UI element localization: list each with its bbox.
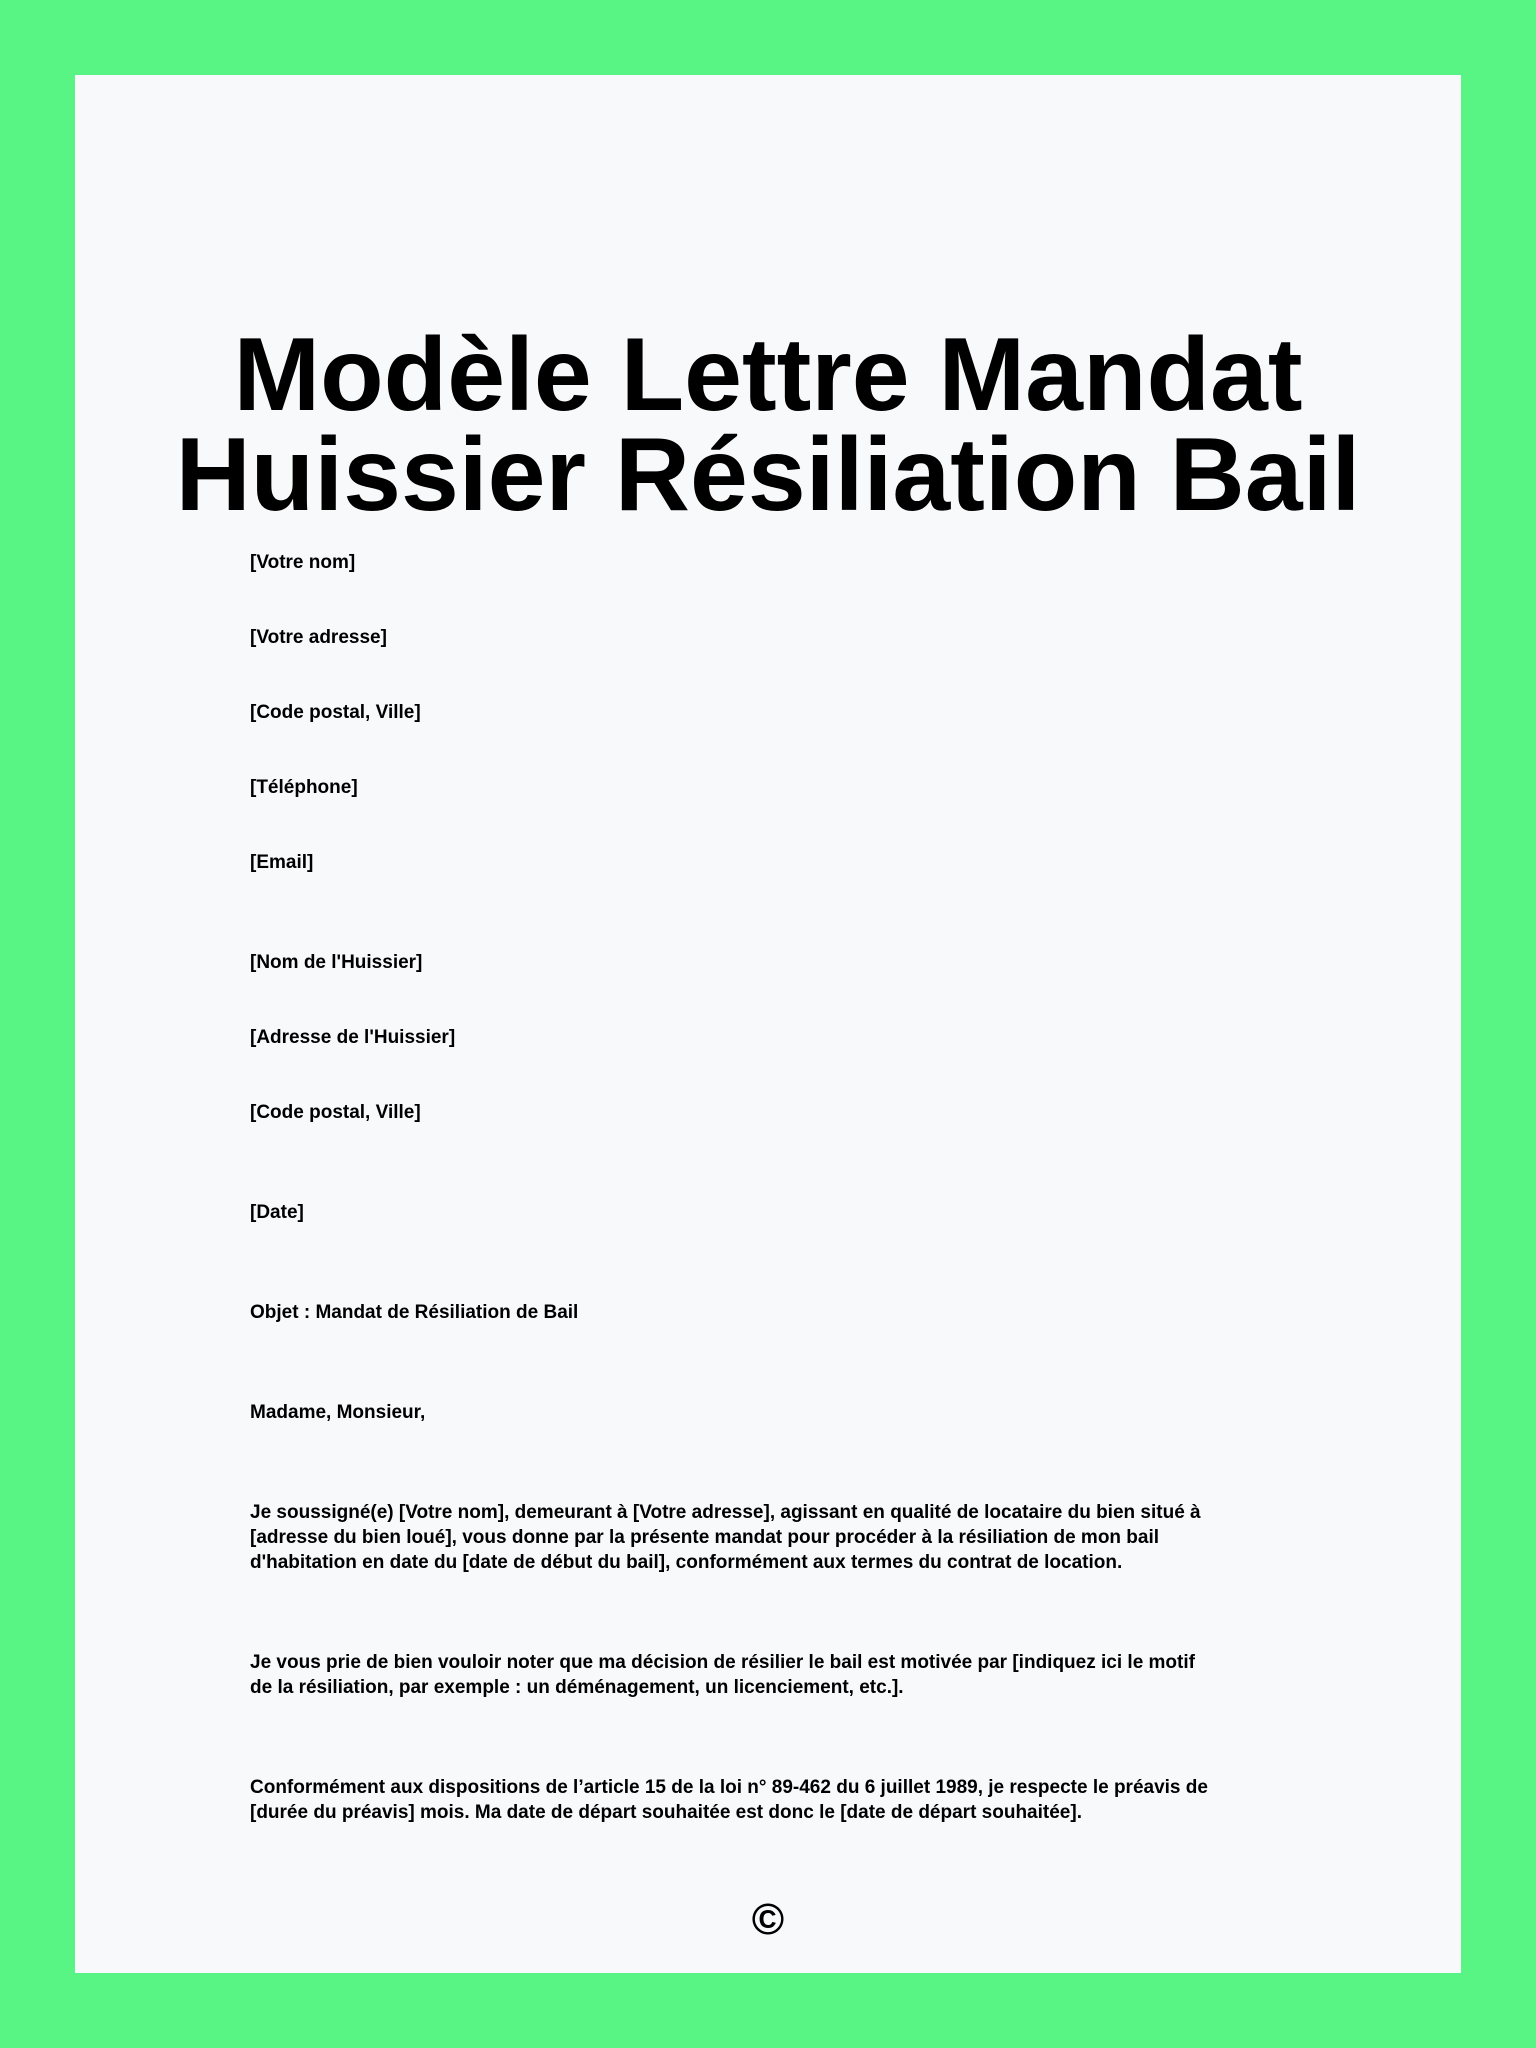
recipient-name: [Nom de l'Huissier] xyxy=(250,952,423,973)
title-line-2: Huissier Résiliation Bail xyxy=(175,417,1361,533)
letter-date: [Date] xyxy=(250,1202,304,1223)
letter-salutation: Madame, Monsieur, xyxy=(250,1402,426,1423)
sender-phone: [Téléphone] xyxy=(250,777,358,798)
paragraph-line: Je vous prie de bien vouloir noter que ma décision de résilier le bail est motivée par [indiquez ici le motif xyxy=(250,1652,1195,1673)
sender-address: [Votre adresse] xyxy=(250,627,387,648)
letter-subject: Objet : Mandat de Résiliation de Bail xyxy=(250,1302,579,1323)
copyright-icon: © xyxy=(751,1895,785,1944)
paragraph-line: de la résiliation, par exemple : un déménagement, un licenciement, etc.]. xyxy=(250,1677,904,1698)
recipient-address: [Adresse de l'Huissier] xyxy=(250,1027,456,1048)
paragraph-line: [adresse du bien loué], vous donne par la présente mandat pour procéder à la résiliation de mon bail xyxy=(250,1527,1160,1548)
title-line-1: Modèle Lettre Mandat xyxy=(233,317,1303,433)
sender-postal-city: [Code postal, Ville] xyxy=(250,702,421,723)
page-title xyxy=(75,317,1461,533)
paragraph-line: d'habitation en date du [date de début du bail], conformément aux termes du contrat de location. xyxy=(250,1552,1123,1573)
sender-email: [Email] xyxy=(250,852,314,873)
paragraph-line: Conformément aux dispositions de l’article 15 de la loi n° 89-462 du 6 juillet 1989, je respecte le préavis de xyxy=(250,1777,1208,1798)
paragraph-line: Je soussigné(e) [Votre nom], demeurant à [Votre adresse], agissant en qualité de locataire du bien situé à xyxy=(250,1502,1201,1523)
sender-name: [Votre nom] xyxy=(250,552,356,573)
document-page xyxy=(75,75,1461,1973)
paragraph-line: [durée du préavis] mois. Ma date de départ souhaitée est donc le [date de départ souhaitée]. xyxy=(250,1802,1082,1823)
recipient-postal-city: [Code postal, Ville] xyxy=(250,1102,421,1123)
